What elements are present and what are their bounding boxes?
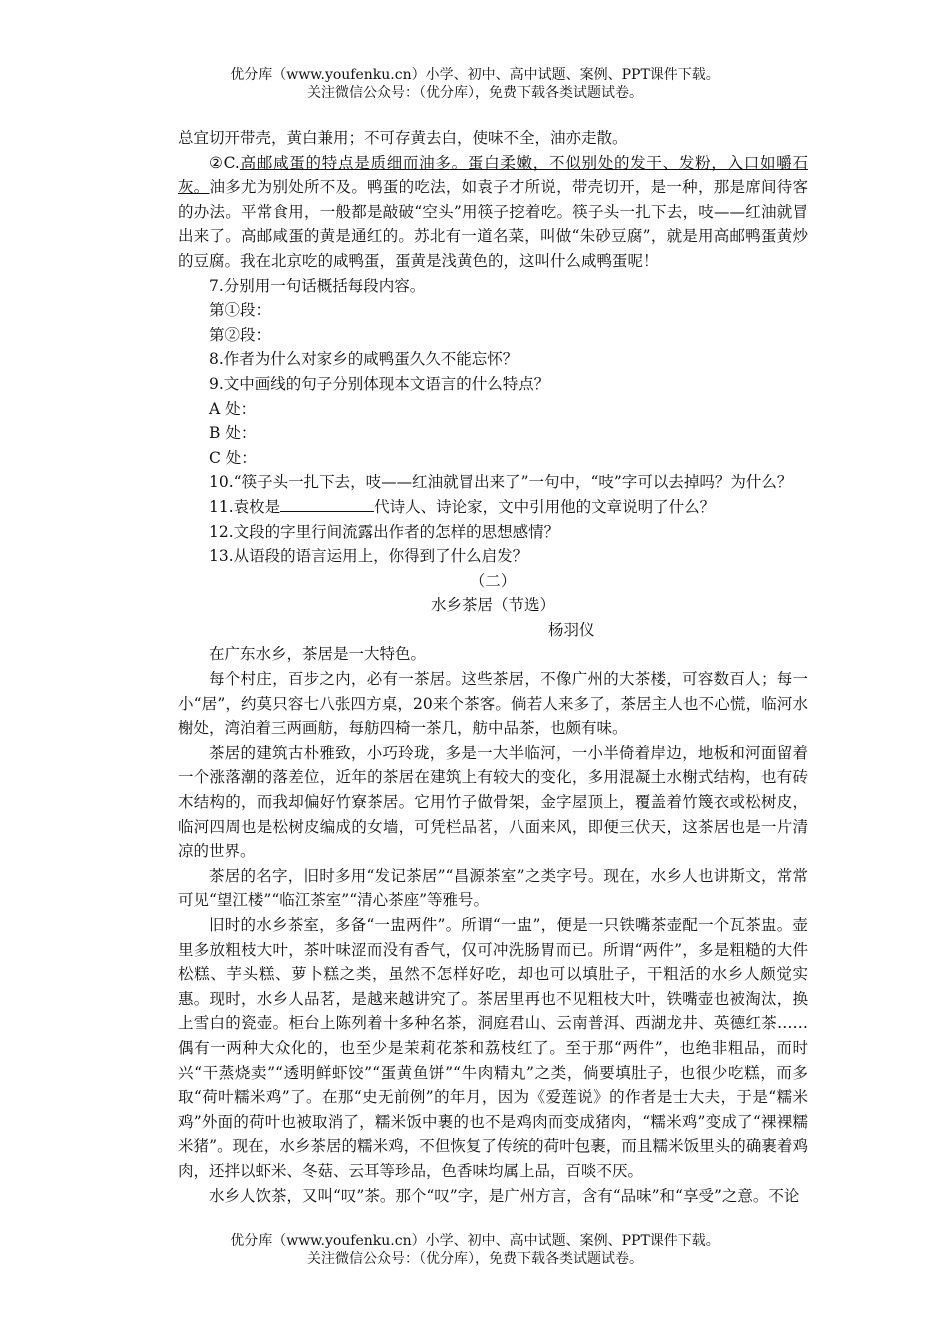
header-line-1: 优分库（www.youfenku.cn）小学、初中、高中试题、案例、PPT课件下载。: [230, 67, 720, 83]
document-body: [178, 126, 808, 1208]
paragraph-2: [178, 151, 808, 274]
article-paragraph: 每个村庄，百步之内，必有一茶居。这些茶居，不像广州的大茶楼，可容数百人；每一小“居”，约莫只容七八张四方桌，20来个茶客。倘若人来多了，茶居主人也不心慌，临河水榭处，湾泊着三两画舫，每舫四椅一茶几，舫中品茶，也颇有味。: [178, 670, 808, 738]
question-11-end: 代诗人、诗论家，文中引用他的文章说明了什么？: [374, 497, 716, 516]
header-line-2: 关注微信公众号：（优分库），免费下载各类试题试卷。: [307, 85, 643, 101]
question-8: 8.作者为什么对家乡的咸鸭蛋久久不能忘怀？: [209, 350, 519, 369]
article-paragraph: 茶居的名字，旧时多用“发记茶居”“昌源茶室”之类字号。现在，水乡人也讲斯文，常常可见“望江楼”“临江茶室”“清心茶座”等雅号。: [178, 866, 808, 910]
question-11-start: 11.袁枚是: [209, 497, 281, 516]
answer-blank: [280, 497, 374, 512]
question-12: 12.文段的字里行间流露出作者的怎样的思想感情？: [209, 522, 560, 541]
question-13: 13.从语段的语言运用上，你得到了什么启发？: [209, 547, 529, 566]
article-paragraph: 旧时的水乡茶室，多备“一盅两件”。所谓“一盅”，便是一只铁嘴茶壶配一个瓦茶盅。壶里多放粗枝大叶，茶叶味涩而没有香气，仅可冲洗肠胃而已。所谓“两件”，多是粗糙的大件松糕、芋头糕、萝卜糕之类，虽然不怎样好吃，却也可以填肚子，干粗活的水乡人颇觉实惠。现时，水乡人品茗，是越来越讲究了。茶居里再也不见粗枝大叶，铁嘴壶也被淘汰，换上雪白的瓷壶。柜台上陈列着十多种名茶，洞庭君山、云南普洱、西湖龙井、英德红茶……偶有一两种大众化的，也至少是茉莉花茶和荔枝红了。至于那“两件”，也绝非粗品，而时兴“干蒸烧卖”“透明鲜虾饺”“蛋黄鱼饼”“牛肉精丸”之类，倘要填肚子，也很少吃糕，而多取“荷叶糯米鸡”了。在那“史无前例”的年月，因为《爱莲说》的作者是士大夫，于是“糯米鸡”外面的荷叶也被取消了，糯米饭中裹的也不是鸡肉而变成猪肉，“糯米鸡”变成了“裸裸糯米猪”。现在，水乡茶居的糯米鸡，不但恢复了传统的荷叶包裹，而且糯米饭里头的确裹着鸡肉，还拌以虾米、冬菇、云耳等珍品，色香味均属上品，百啖不厌。: [178, 916, 808, 1180]
article-author: 杨羽仪: [548, 620, 595, 639]
question-7: 7.分别用一句话概括每段内容。: [209, 276, 426, 295]
question-9-b: B 处：: [209, 424, 257, 443]
article-paragraph: 茶居的建筑古朴雅致，小巧玲珑，多是一大半临河，一小半倚着岸边，地板和河面留着一个涨落潮的落差位，近年的茶居在建筑上有较大的变化，多用混凝土水榭式结构，也有砖木结构的，而我却偏好竹寮茶居。它用竹子做骨架，金字屋顶上，覆盖着竹篾衣或松树皮，临河四周也是松树皮编成的女墙，可凭栏品茗，八面来风，即便三伏天，这茶居也是一片清凉的世界。: [178, 743, 808, 861]
footer-line-2: 关注微信公众号：（优分库），免费下载各类试题试卷。: [307, 1251, 643, 1267]
question-9: 9.文中画线的句子分别体现本文语言的什么特点？: [209, 374, 550, 393]
paragraph-2-rest: 油多尤为别处所不及。鸭蛋的吃法，如袁子才所说，带壳切开，是一种，那是席间待客的办法。平常食用，一般都是敲破“空头”用筷子挖着吃。筷子头一扎下去，吱——红油就冒出来了。高邮咸蛋的黄是通红的。苏北有一道名菜，叫做“朱砂豆腐”，就是用高邮鸭蛋黄炒的豆腐。我在北京吃的咸鸭蛋，蛋黄是浅黄色的，这叫什么咸鸭蛋呢！: [178, 178, 808, 270]
question-11: [178, 495, 808, 520]
question-9-c: C 处：: [209, 448, 257, 467]
question-7-part-1: 第①段：: [209, 301, 272, 320]
page-header: [0, 66, 950, 102]
article-title: 水乡茶居（节选）: [430, 596, 555, 615]
paragraph-1-ending: 总宜切开带壳，黄白兼用；不可存黄去白，使味不全，油亦走散。: [178, 129, 628, 147]
paragraph-2-marker: ②C.: [209, 153, 240, 172]
question-9-a: A 处：: [209, 399, 257, 418]
article-paragraph: 水乡人饮茶，又叫“叹”茶。那个“叹”字，是广州方言，含有“品味”和“享受”之意。不论: [209, 1186, 800, 1205]
footer-line-1: 优分库（www.youfenku.cn）小学、初中、高中试题、案例、PPT课件下载。: [230, 1233, 720, 1249]
section-number: （二）: [469, 571, 517, 590]
article-paragraph: 在广东水乡，茶居是一大特色。: [209, 645, 427, 664]
page-footer: [0, 1232, 950, 1268]
question-10: 10.“筷子头一扎下去，吱——红油就冒出来了”一句中，“吱”字可以去掉吗？为什么？: [209, 473, 793, 492]
question-7-part-2: 第②段：: [209, 325, 272, 344]
underlined-sentence-c: 高邮咸蛋的特点是质细而油多。蛋白柔嫩，不似别处的发干、发粉，入口如嚼石灰。: [178, 153, 808, 197]
